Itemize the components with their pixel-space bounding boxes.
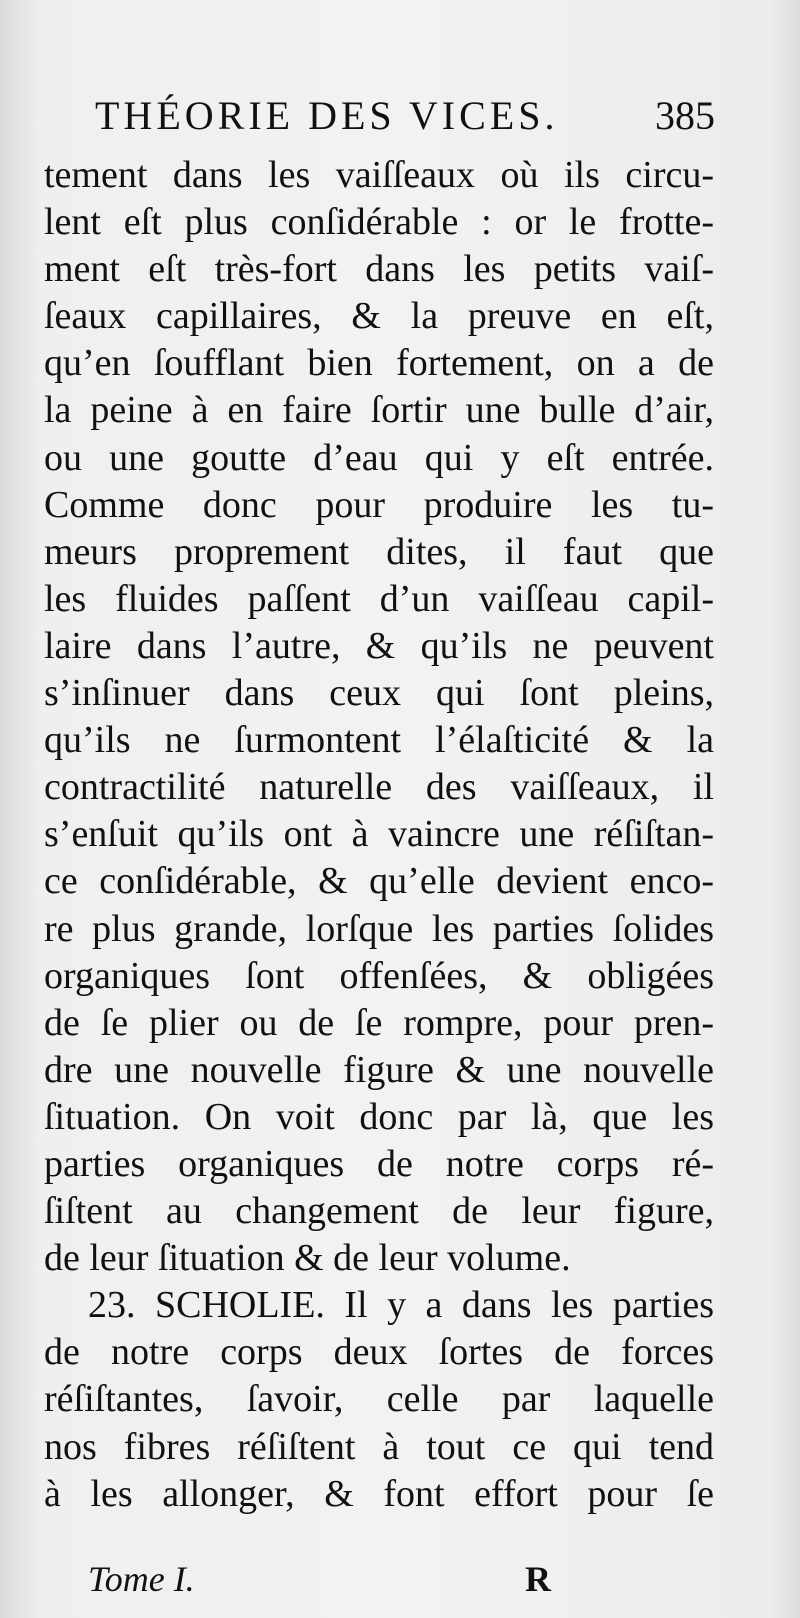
text-line: s’enſuit qu’ils ont à vaincre une réſiſtan-	[44, 813, 714, 856]
text-line: contractilité naturelle des vaiſſeaux, il	[44, 766, 714, 809]
page-number: 385	[655, 93, 715, 138]
text-line: ſiſtent au changement de leur figure,	[44, 1190, 714, 1233]
text-line: dre une nouvelle figure & une nouvelle	[44, 1048, 714, 1091]
text-line: ment eſt très-fort dans les petits vaiſ-	[44, 248, 714, 291]
text-line: les fluides paſſent d’un vaiſſeau capil-	[44, 577, 714, 620]
text-line: la peine à en faire ſortir une bulle d’air,	[44, 389, 714, 432]
text-line: qu’ils ne ſurmontent l’élaſticité & la	[44, 719, 714, 762]
page-footer	[88, 1558, 568, 1608]
text-line: lent eſt plus conſidérable : or le frotte-	[44, 201, 714, 244]
text-line: laire dans l’autre, & qu’ils ne peuvent	[44, 624, 714, 667]
text-line: re plus grande, lorſque les parties ſolides	[44, 907, 714, 950]
text-line: s’inſinuer dans ceux qui ſont pleins,	[44, 672, 714, 715]
text-line: de leur ſituation & de leur volume.	[44, 1237, 571, 1280]
text-line: parties organiques de notre corps ré-	[44, 1142, 714, 1185]
text-line: de notre corps deux ſortes de forces	[44, 1331, 714, 1374]
body-text	[44, 152, 714, 1518]
text-line: qu’en ſoufflant bien fortement, on a de	[44, 342, 714, 385]
page-header	[95, 92, 715, 152]
text-line: réſiſtantes, ſavoir, celle par laquelle	[44, 1378, 714, 1421]
running-title: THÉORIE DES VICES.	[95, 93, 559, 138]
text-line: tement dans les vaiſſeaux où ils circu-	[44, 154, 714, 196]
text-line: ſituation. On voit donc par là, que les	[44, 1095, 714, 1138]
text-line: à les allonger, & font effort pour ſe	[44, 1472, 714, 1515]
text-line: meurs proprement dites, il faut que	[44, 530, 714, 573]
text-line: de ſe plier ou de ſe rompre, pour pren-	[44, 1001, 714, 1044]
text-line: ce conſidérable, & qu’elle devient enco-	[44, 860, 714, 903]
text-line: organiques ſont offenſées, & obligées	[44, 954, 714, 997]
text-line: 23. SCHOLIE. Il y a dans les parties	[88, 1284, 714, 1327]
text-line: Comme donc pour produire les tu-	[44, 483, 714, 526]
text-line: nos fibres réſiſtent à tout ce qui tend	[44, 1425, 714, 1468]
text-line: ou une goutte d’eau qui y eſt entrée.	[44, 436, 714, 479]
text-line: ſeaux capillaires, & la preuve en eſt,	[44, 295, 714, 338]
signature-mark: R	[525, 1559, 551, 1599]
volume-label: Tome I.	[88, 1559, 195, 1599]
